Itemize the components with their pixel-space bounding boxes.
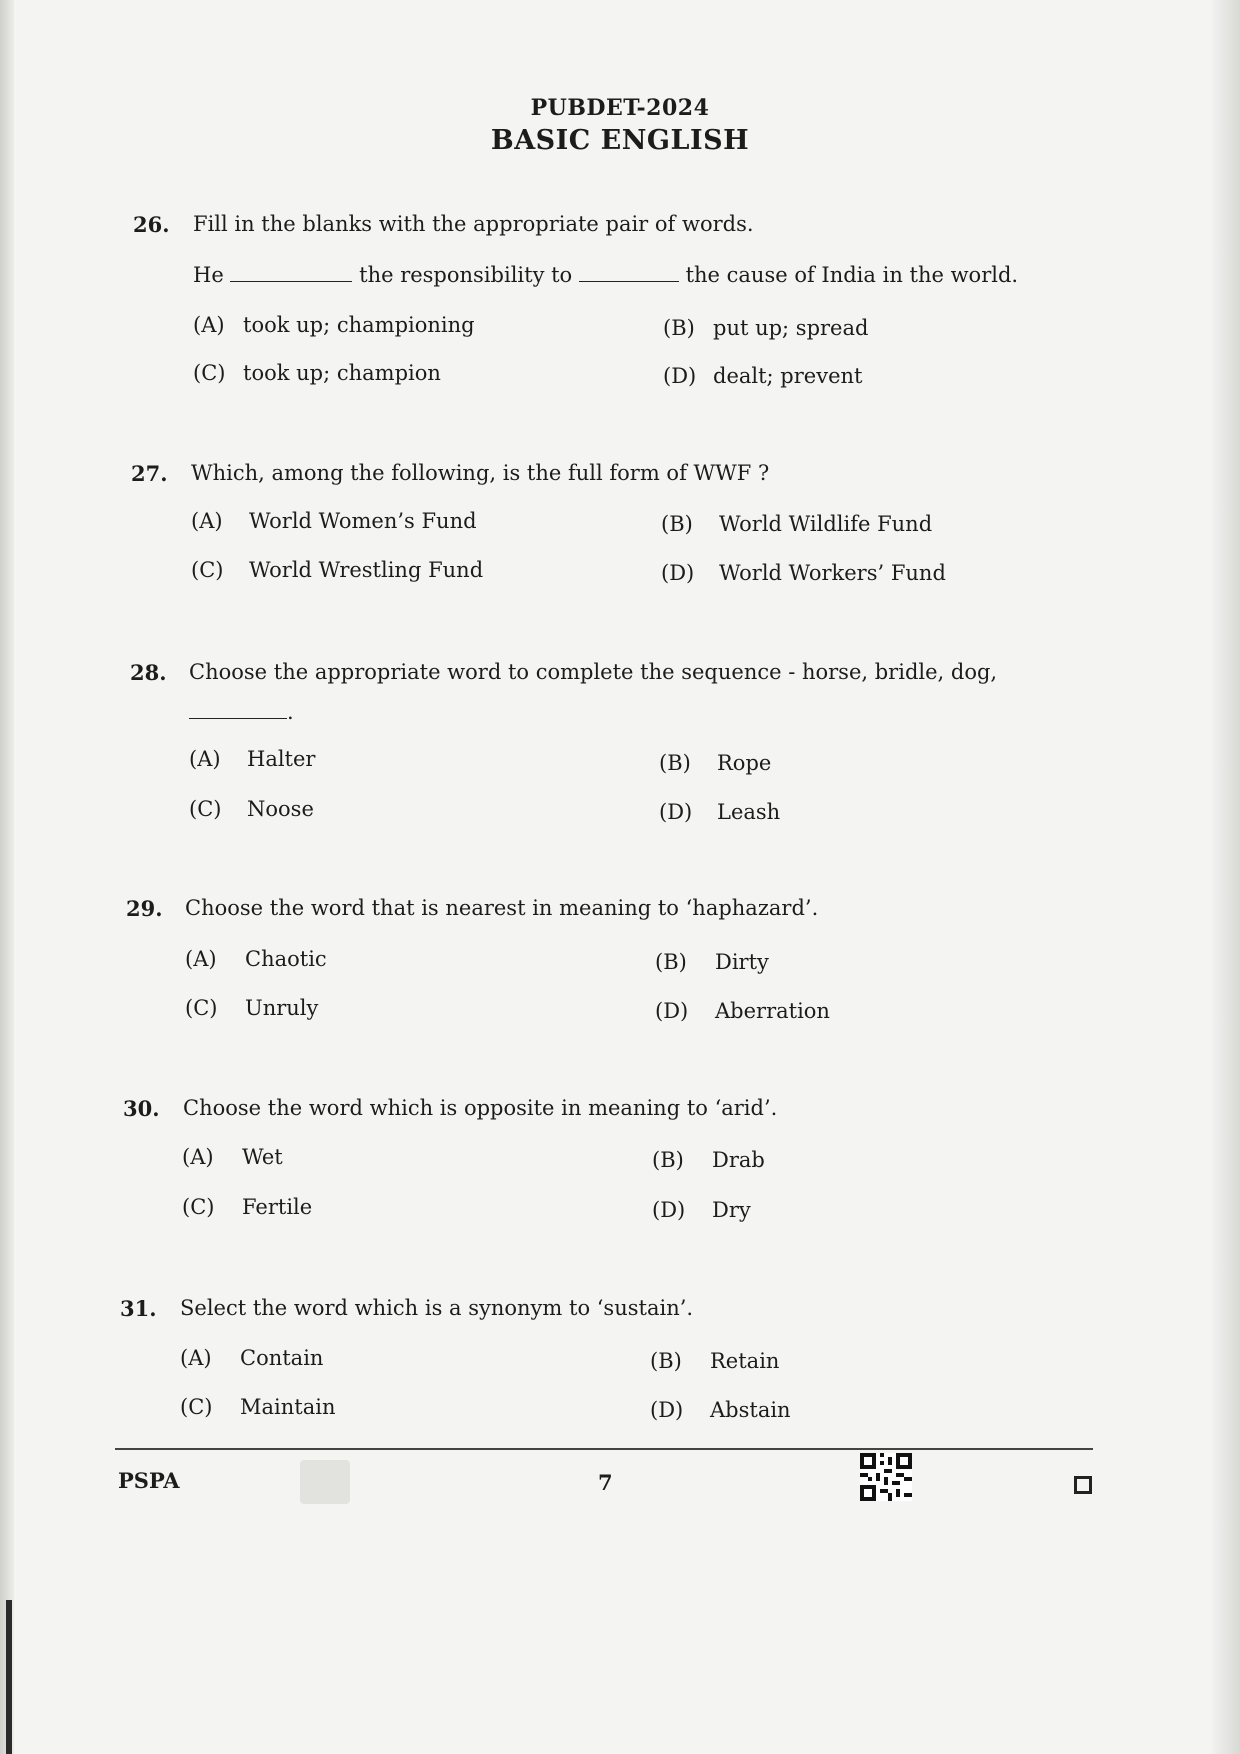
exam-code: PUBDET-2024 xyxy=(530,95,710,121)
option-a xyxy=(193,313,475,337)
option-text: Leash xyxy=(717,800,781,824)
option-label: (C) xyxy=(182,1195,215,1219)
question-text: Which, among the following, is the full form of WWF ? xyxy=(191,461,770,485)
option-label: (B) xyxy=(655,950,687,974)
option-c xyxy=(182,1195,312,1219)
option-d xyxy=(655,999,830,1023)
question-text: Fill in the blanks with the appropriate pair of words. xyxy=(193,212,754,236)
scan-edge-left xyxy=(0,0,14,1754)
option-b xyxy=(655,950,769,974)
option-text: Chaotic xyxy=(245,947,327,971)
option-label: (A) xyxy=(180,1346,212,1370)
option-b xyxy=(659,751,771,775)
option-label: (A) xyxy=(189,747,221,771)
scan-binding-mark xyxy=(6,1600,12,1754)
option-b xyxy=(661,512,932,536)
question-sentence xyxy=(193,263,1018,287)
option-label: (D) xyxy=(663,364,697,388)
option-d xyxy=(652,1198,751,1222)
option-text: Dirty xyxy=(715,950,769,974)
option-label: (B) xyxy=(661,512,693,536)
option-text: took up; championing xyxy=(243,313,475,337)
option-text: Drab xyxy=(712,1148,765,1172)
faint-watermark-mark xyxy=(300,1460,350,1504)
option-text: World Wildlife Fund xyxy=(719,512,933,536)
question-number: 26. xyxy=(133,212,170,237)
subject-title: BASIC ENGLISH xyxy=(490,125,750,156)
page-header xyxy=(0,95,1240,156)
option-label: (A) xyxy=(185,947,217,971)
option-a xyxy=(191,509,477,533)
option-label: (D) xyxy=(661,561,695,585)
page-number: 7 xyxy=(598,1470,613,1495)
option-text: Retain xyxy=(710,1349,780,1373)
option-text: Rope xyxy=(717,751,772,775)
footer-divider xyxy=(115,1448,1093,1450)
option-text: Fertile xyxy=(242,1195,313,1219)
question-number: 27. xyxy=(131,461,168,486)
option-label: (B) xyxy=(659,751,691,775)
option-c xyxy=(185,996,318,1020)
corner-square-icon xyxy=(1074,1476,1092,1494)
option-text: World Women’s Fund xyxy=(249,509,477,533)
question-text: Choose the word which is opposite in meaning to ‘arid’. xyxy=(183,1096,778,1120)
blank-2 xyxy=(579,263,679,282)
option-label: (C) xyxy=(191,558,224,582)
option-label: (D) xyxy=(659,800,693,824)
blank-1 xyxy=(230,263,352,282)
option-label: (D) xyxy=(652,1198,686,1222)
question-number: 29. xyxy=(126,896,163,921)
option-label: (C) xyxy=(189,797,222,821)
question-text: Choose the word that is nearest in meaning to ‘haphazard’. xyxy=(185,896,819,920)
option-d xyxy=(659,800,780,824)
option-label: (D) xyxy=(650,1398,684,1422)
option-label: (A) xyxy=(193,313,225,337)
footer-booklet-code: PSPA xyxy=(118,1468,180,1493)
option-label: (B) xyxy=(663,316,695,340)
option-label: (C) xyxy=(180,1395,213,1419)
option-text: Maintain xyxy=(240,1395,336,1419)
option-b xyxy=(652,1148,765,1172)
option-text: Contain xyxy=(240,1346,324,1370)
option-label: (B) xyxy=(650,1349,682,1373)
option-label: (C) xyxy=(185,996,218,1020)
option-d xyxy=(663,364,862,388)
sentence-part-3: the cause of India in the world. xyxy=(685,263,1019,287)
option-text: Halter xyxy=(247,747,316,771)
question-number: 31. xyxy=(120,1296,157,1321)
scan-edge-right xyxy=(1210,0,1240,1754)
option-a xyxy=(182,1145,283,1169)
option-label: (D) xyxy=(655,999,689,1023)
option-text: Aberration xyxy=(715,999,830,1023)
option-text: World Wrestling Fund xyxy=(249,558,484,582)
option-a xyxy=(180,1346,323,1370)
option-a xyxy=(189,747,315,771)
option-d xyxy=(661,561,946,585)
option-d xyxy=(650,1398,791,1422)
option-text: took up; champion xyxy=(243,361,441,385)
question-number: 28. xyxy=(130,660,167,685)
option-c xyxy=(180,1395,335,1419)
option-text: Abstain xyxy=(710,1398,791,1422)
option-c xyxy=(189,797,314,821)
sentence-part-2: the responsibility to xyxy=(359,263,573,287)
option-text: Dry xyxy=(712,1198,751,1222)
option-text: Unruly xyxy=(245,996,319,1020)
option-label: (A) xyxy=(191,509,223,533)
question-text: Select the word which is a synonym to ‘sustain’. xyxy=(180,1296,694,1320)
sentence-part-1: He xyxy=(193,263,224,287)
option-c xyxy=(193,361,441,385)
option-a xyxy=(185,947,327,971)
question-number: 30. xyxy=(123,1096,160,1121)
option-text: Wet xyxy=(242,1145,283,1169)
option-text: World Workers’ Fund xyxy=(719,561,946,585)
sequence-blank-line: . xyxy=(189,700,294,724)
option-c xyxy=(191,558,483,582)
option-text: dealt; prevent xyxy=(713,364,863,388)
option-label: (C) xyxy=(193,361,226,385)
option-b xyxy=(650,1349,779,1373)
question-text: Choose the appropriate word to complete the sequence - horse, bridle, dog, xyxy=(189,660,998,684)
option-text: put up; spread xyxy=(713,316,869,340)
option-b xyxy=(663,316,868,340)
option-label: (B) xyxy=(652,1148,684,1172)
option-text: Noose xyxy=(247,797,314,821)
qr-code-icon xyxy=(860,1453,912,1501)
blank xyxy=(189,700,287,719)
option-label: (A) xyxy=(182,1145,214,1169)
